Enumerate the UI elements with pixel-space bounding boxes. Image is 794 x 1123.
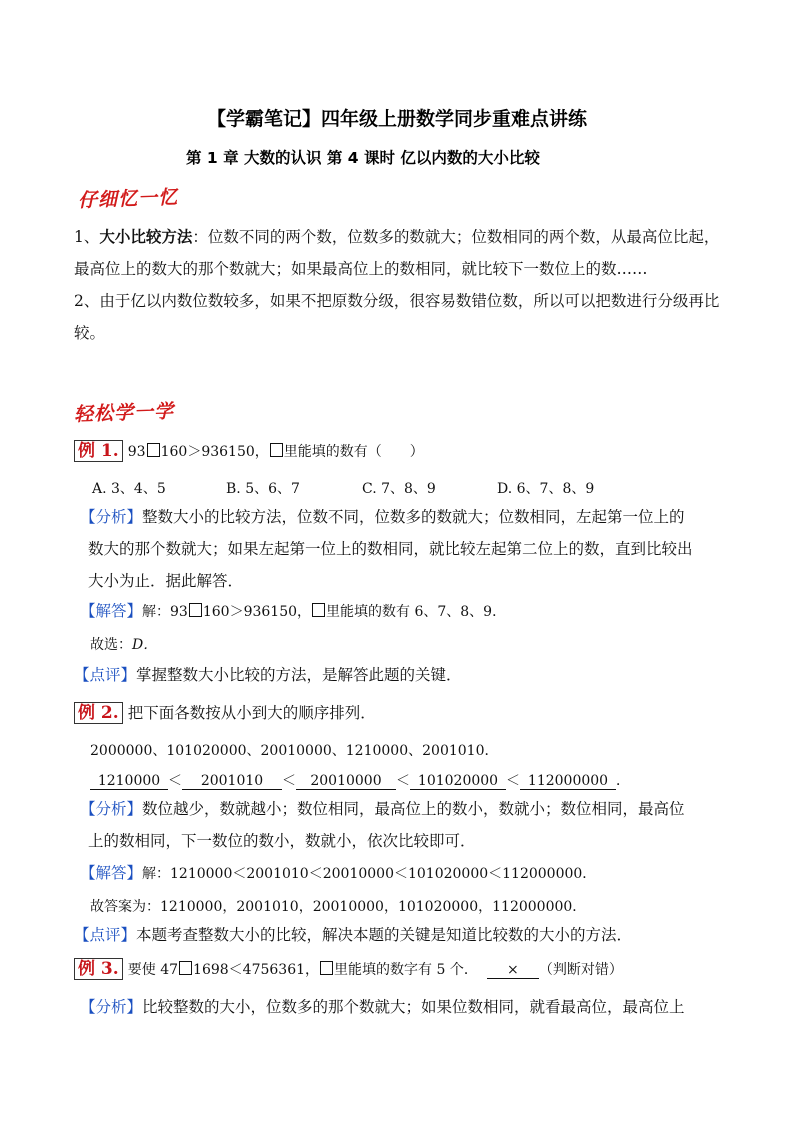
blank-box-icon — [189, 603, 202, 617]
lt-sign: ＜ — [506, 773, 520, 789]
analysis-line-1: 比较整数的大小，位数多的那个数就大；如果位数相同，就看最高位，最高位上 — [142, 998, 685, 1016]
blank-box-icon — [270, 443, 283, 457]
example-3-q-c: 里能填的数字有 5 个． — [334, 962, 478, 978]
answer-part-a: 解：93 — [142, 604, 188, 620]
choose-value: D． — [132, 637, 158, 653]
review-point-2-line2: 较。 — [74, 324, 106, 342]
example-3-q-d: （判断对错） — [538, 962, 623, 978]
analysis-line-1: 数位越少，数就越小；数位相同，最高位上的数小，数就小；数位相同，最高位 — [142, 800, 685, 818]
example-2-comment — [74, 922, 632, 948]
example-1-q-c: 里能填的数有（ ） — [283, 444, 424, 460]
example-1-label: 例 1. — [74, 440, 123, 462]
example-2-q-text: 把下面各数按从小到大的顺序排列． — [127, 704, 376, 722]
analysis-line-1: 整数大小的比较方法，位数不同，位数多的数就大；位数相同，左起第一位上的 — [142, 508, 685, 526]
answer-tag: 【解答】 — [80, 864, 143, 882]
lt-sign: ＜ — [282, 773, 296, 789]
review-point-1 — [74, 224, 719, 250]
comment-text: 掌握整数大小比较的方法，是解答此题的关键． — [136, 666, 462, 684]
review-point-2: 2、由于亿以内数位数较多，如果不把原数分级，很容易数错位数，所以可以把数进行分级再比 — [74, 292, 720, 310]
example-2-blanks — [90, 770, 630, 790]
example-2-analysis — [80, 796, 685, 822]
blank-2: 2001010 — [182, 773, 282, 790]
example-1-option-a: A. 3、4、5 — [92, 481, 166, 497]
example-3-question — [74, 958, 623, 980]
page-title: 【学霸笔记】四年级上册数学同步重难点讲练 — [206, 108, 587, 130]
blank-5: 112000000 — [520, 773, 616, 790]
example-1-analysis — [80, 504, 685, 530]
example-1-q-b: 160＞936150， — [160, 444, 269, 460]
blank-box-icon — [147, 443, 160, 457]
example-1-comment — [74, 662, 462, 688]
answer-part-c: 里能填的数有 6、7、8、9． — [326, 604, 507, 620]
example-1-analysis-line-3: 大小为止．据此解答． — [88, 572, 244, 590]
example-1-option-d: D. 6、7、8、9 — [497, 481, 595, 497]
example-1-q-a: 93 — [127, 444, 146, 460]
blank-1: 1210000 — [90, 773, 168, 790]
example-3-q-b: 1698＜4756361， — [193, 962, 320, 978]
example-2-question — [74, 700, 376, 726]
answer-text: 解：1210000＜2001010＜20010000＜101020000＜112000000． — [142, 866, 597, 882]
section-heading-review: 仔细忆一忆 — [77, 186, 179, 212]
example-1-choose — [90, 634, 157, 654]
point-1-bold: 大小比较方法 — [99, 227, 193, 246]
answer-tag: 【解答】 — [80, 602, 143, 620]
lt-sign: ＜ — [396, 773, 410, 789]
point-1-text: ：位数不同的两个数，位数多的数就大；位数相同的两个数，从最高位比起， — [192, 228, 720, 246]
example-1-option-c: C. 7、8、9 — [362, 481, 436, 497]
example-1-answer — [80, 598, 506, 625]
comment-tag: 【点评】 — [74, 666, 137, 684]
blank-3: 20010000 — [296, 773, 396, 790]
page-subtitle: 第 1 章 大数的认识 第 4 课时 亿以内数的大小比较 — [186, 149, 540, 167]
example-2-analysis-line-2: 上的数相同，下一数位的数小，数就小，依次比较即可． — [88, 832, 476, 850]
example-3-q-a: 要使 47 — [127, 962, 179, 978]
review-point-1-line2: 最高位上的数大的那个数就大；如果最高位上的数相同，就比较下一数位上的数…… — [74, 260, 648, 278]
example-1-analysis-line-2: 数大的那个数就大；如果左起第一位上的数相同，就比较左起第二位上的数，直到比较出 — [88, 540, 693, 558]
comment-text: 本题考查整数大小的比较，解决本题的关键是知道比较数的大小的方法． — [136, 926, 633, 944]
end-mark: ． — [616, 773, 630, 789]
analysis-tag: 【分析】 — [80, 800, 143, 818]
section-heading-learn: 轻松学一学 — [73, 400, 175, 426]
analysis-tag: 【分析】 — [80, 508, 143, 526]
blank-box-icon — [320, 961, 333, 975]
example-3-answer-blank: × — [487, 962, 539, 979]
point-1-prefix: 1、 — [74, 228, 100, 246]
example-2-answer — [80, 860, 596, 887]
example-1-question — [74, 440, 424, 462]
comment-tag: 【点评】 — [74, 926, 137, 944]
blank-box-icon — [312, 603, 325, 617]
example-2-numbers: 2000000、101020000、20010000、1210000、2001010． — [90, 743, 499, 759]
example-3-analysis — [80, 994, 685, 1020]
blank-box-icon — [179, 961, 192, 975]
lt-sign: ＜ — [168, 773, 182, 789]
example-3-label: 例 3. — [74, 958, 123, 980]
answer-part-b: 160＞936150， — [202, 604, 312, 620]
example-2-answer-line-2: 故答案为：1210000，2001010，20010000，101020000，112000000． — [90, 899, 587, 915]
analysis-tag: 【分析】 — [80, 998, 143, 1016]
choose-label: 故选： — [90, 637, 132, 653]
example-2-label: 例 2. — [74, 702, 123, 724]
blank-4: 101020000 — [410, 773, 506, 790]
example-1-option-b: B. 5、6、7 — [226, 481, 300, 497]
